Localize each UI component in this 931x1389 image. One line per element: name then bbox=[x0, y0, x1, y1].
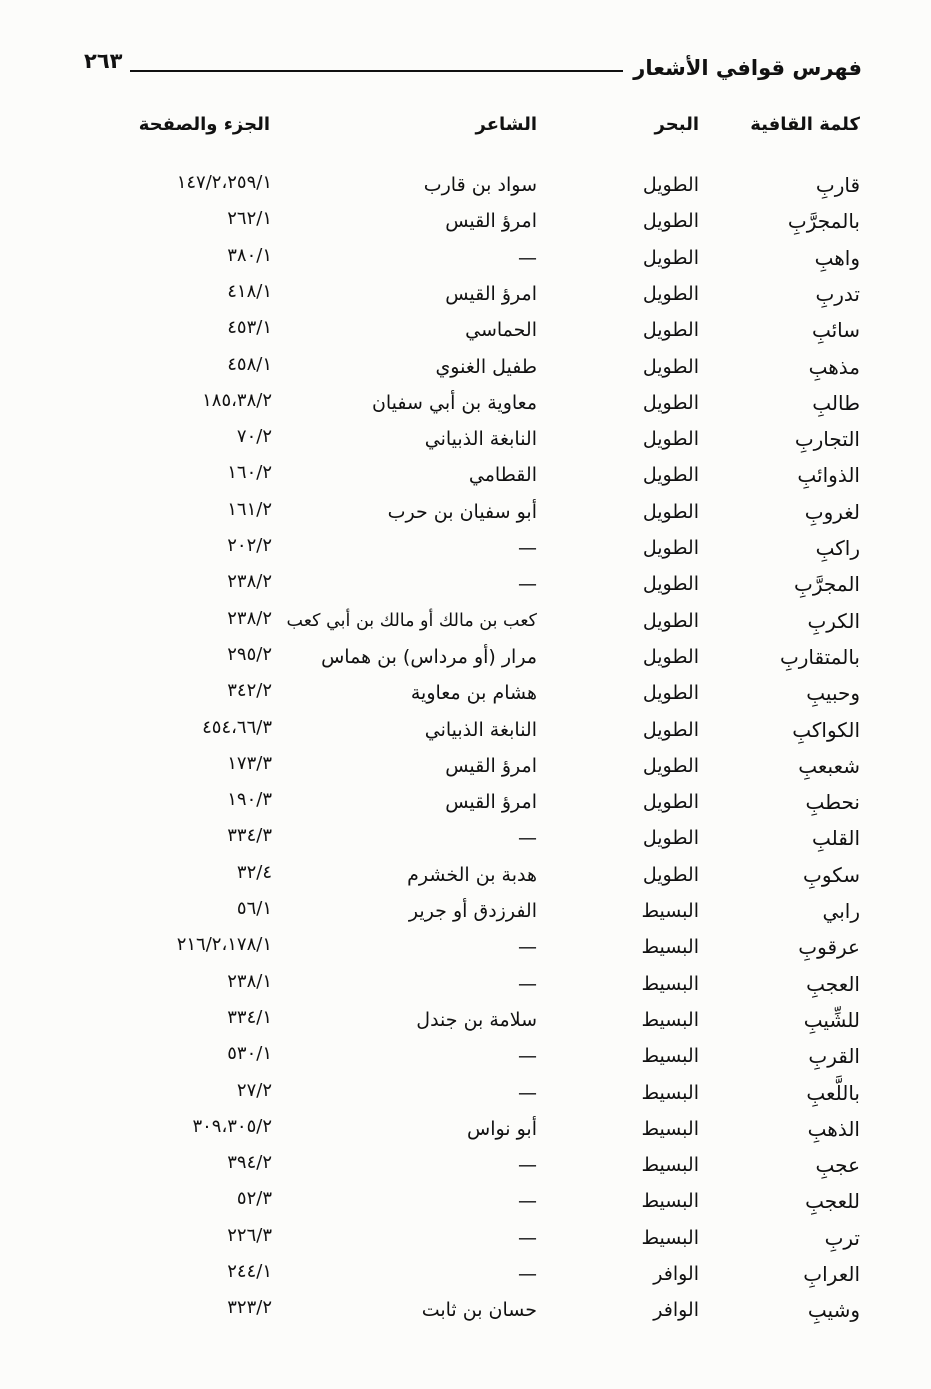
table-row bbox=[0, 642, 931, 672]
table-row bbox=[0, 243, 931, 273]
table-row bbox=[0, 678, 931, 708]
poet-name: — bbox=[518, 972, 537, 995]
poet-name: سواد بن قارب bbox=[423, 174, 537, 196]
column-header-rhyme: كلمة القافية bbox=[750, 114, 860, 135]
meter: الطويل bbox=[642, 246, 699, 269]
meter: الطويل bbox=[642, 428, 699, 451]
column-header-volume-page: الجزء والصفحة bbox=[138, 114, 270, 135]
poet-name: مرار (أو مرداس) بن هماس bbox=[321, 645, 537, 668]
volume-page: ٢٩٥/٢ bbox=[227, 643, 272, 665]
table-row bbox=[0, 424, 931, 454]
poet-name: الحماسي bbox=[465, 319, 537, 342]
table-row bbox=[0, 932, 931, 962]
poet-name: — bbox=[518, 537, 537, 559]
poet-name: — bbox=[518, 827, 537, 850]
poet-name: امرؤ القيس bbox=[445, 754, 537, 777]
meter: الوافر bbox=[653, 1263, 699, 1285]
rhyme-word: راكبِ bbox=[815, 536, 860, 560]
table-row bbox=[0, 460, 931, 490]
poet-name: هدبة بن الخشرم bbox=[407, 863, 537, 886]
volume-page: ١٦١/٢ bbox=[227, 498, 272, 520]
meter: الطويل bbox=[642, 464, 699, 487]
poet-name: — bbox=[518, 1081, 537, 1104]
meter: الطويل bbox=[642, 645, 699, 668]
table-row bbox=[0, 315, 931, 345]
rhyme-word: رابي bbox=[822, 899, 860, 923]
rhyme-word: القربِ bbox=[808, 1044, 860, 1069]
volume-page: ٢٦٢/١ bbox=[227, 208, 272, 230]
rhyme-word: مذهبِ bbox=[808, 354, 860, 379]
rhyme-word: تربِ bbox=[824, 1225, 860, 1250]
poet-name: معاوية بن أبي سفيان bbox=[371, 391, 537, 414]
meter: الطويل bbox=[642, 827, 699, 850]
table-row bbox=[0, 606, 931, 636]
poet-name: — bbox=[518, 936, 537, 959]
poet-name: الفرزدق أو جرير bbox=[408, 900, 537, 922]
poet-name: — bbox=[518, 1190, 537, 1213]
poet-name: — bbox=[518, 1154, 537, 1177]
poet-name: — bbox=[518, 1263, 537, 1285]
table-row bbox=[0, 1223, 931, 1253]
rhyme-word: للشِّيبِ bbox=[803, 1007, 860, 1032]
rhyme-word: القلبِ bbox=[811, 826, 860, 851]
table-row bbox=[0, 569, 931, 599]
rhyme-word: سكوبِ bbox=[803, 862, 860, 887]
rhyme-word: المجرَّبِ bbox=[794, 572, 860, 597]
column-header-poet: الشاعر bbox=[475, 114, 537, 135]
volume-page: ٢٣٨/٢ bbox=[227, 607, 272, 629]
volume-page: ٣٩٤/٢ bbox=[227, 1152, 272, 1174]
table-row bbox=[0, 787, 931, 817]
volume-page: ٤٥٣/١ bbox=[227, 317, 272, 339]
rhyme-word: شعبعبِ bbox=[798, 753, 860, 778]
volume-page: ١٤٧/٢،٢٥٩/١ bbox=[176, 172, 272, 193]
table-row bbox=[0, 497, 931, 527]
table-row bbox=[0, 1005, 931, 1035]
table-row bbox=[0, 1150, 931, 1180]
meter: الطويل bbox=[642, 319, 699, 342]
table-row bbox=[0, 1295, 931, 1325]
poet-name: سلامة بن جندل bbox=[416, 1008, 537, 1031]
rhyme-word: العجبِ bbox=[806, 971, 860, 996]
volume-page: ١٩٠/٣ bbox=[227, 789, 272, 811]
meter: الطويل bbox=[642, 391, 699, 414]
poet-name: طفيل الغنوي bbox=[435, 355, 537, 378]
volume-page: ٥٣٠/١ bbox=[227, 1043, 272, 1065]
poet-name: كعب بن مالك أو مالك بن أبي كعب bbox=[286, 610, 537, 631]
meter: الطويل bbox=[642, 500, 699, 523]
rhyme-word: وحبيبِ bbox=[806, 681, 860, 706]
meter: البسيط bbox=[641, 1081, 699, 1104]
meter: البسيط bbox=[641, 1190, 699, 1213]
poet-name: حسان بن ثابت bbox=[421, 1299, 537, 1322]
volume-page: ٢٤٤/١ bbox=[227, 1261, 272, 1282]
rhyme-word: وشيبِ bbox=[807, 1298, 860, 1323]
volume-page: ٢٢٦/٣ bbox=[227, 1224, 272, 1246]
rhyme-word: الكواكبِ bbox=[792, 717, 860, 742]
volume-page: ٥٢/٣ bbox=[236, 1188, 272, 1210]
meter: الطويل bbox=[642, 210, 699, 233]
table-row bbox=[0, 1186, 931, 1216]
table-row bbox=[0, 352, 931, 382]
meter: الطويل bbox=[642, 174, 699, 196]
meter: البسيط bbox=[641, 1154, 699, 1177]
table-row bbox=[0, 751, 931, 781]
volume-page: ٤١٨/١ bbox=[227, 280, 272, 302]
volume-page: ١٧٣/٣ bbox=[227, 752, 272, 774]
table-row bbox=[0, 715, 931, 745]
rhyme-word: الذهبِ bbox=[807, 1116, 860, 1141]
poet-name: — bbox=[518, 573, 537, 596]
rhyme-word: عجبِ bbox=[815, 1153, 860, 1178]
poet-name: — bbox=[518, 1226, 537, 1249]
rhyme-word: نحطبِ bbox=[805, 790, 860, 815]
table-row bbox=[0, 206, 931, 236]
volume-page: ٣٢/٤ bbox=[236, 861, 272, 883]
poet-name: النابغة الذبياني bbox=[424, 428, 537, 451]
rhyme-word: واهبِ bbox=[814, 245, 860, 270]
volume-page: ٢٠٢/٢ bbox=[227, 535, 272, 556]
meter: الطويل bbox=[642, 609, 699, 632]
poet-name: القطامي bbox=[468, 464, 537, 487]
volume-page: ٢٣٨/١ bbox=[227, 970, 272, 992]
poet-name: امرؤ القيس bbox=[445, 791, 537, 814]
volume-page: ٤٥٤،٦٦/٣ bbox=[202, 716, 272, 738]
meter: الطويل bbox=[642, 791, 699, 814]
rhyme-word: قاربِ bbox=[815, 173, 860, 197]
table-row bbox=[0, 860, 931, 890]
volume-page: ٧٠/٢ bbox=[236, 426, 272, 448]
page-title: فهرس قوافي الأشعار bbox=[633, 56, 862, 80]
rhyme-word: سائبِ bbox=[811, 318, 860, 343]
volume-page: ٤٥٨/١ bbox=[227, 353, 272, 375]
poet-name: — bbox=[518, 246, 537, 269]
meter: البسيط bbox=[641, 936, 699, 959]
poet-name: امرؤ القيس bbox=[445, 210, 537, 233]
rhyme-word: تدربِ bbox=[815, 281, 860, 306]
table-row bbox=[0, 1259, 931, 1289]
volume-page: ٢٣٨/٢ bbox=[227, 571, 272, 593]
table-row bbox=[0, 1041, 931, 1071]
poet-name: النابغة الذبياني bbox=[424, 718, 537, 741]
rhyme-word: بالمجرَّبِ bbox=[787, 209, 860, 234]
meter: الطويل bbox=[642, 355, 699, 378]
meter: البسيط bbox=[641, 1008, 699, 1031]
volume-page: ١٨٥،٣٨/٢ bbox=[202, 389, 272, 411]
rhyme-word: لغروبِ bbox=[804, 499, 860, 524]
meter: الطويل bbox=[642, 537, 699, 559]
rhyme-word: عرقوبِ bbox=[798, 935, 860, 960]
meter: الطويل bbox=[642, 682, 699, 705]
volume-page: ٣٠٩،٣٠٥/٢ bbox=[192, 1115, 272, 1137]
meter: البسيط bbox=[641, 900, 699, 922]
volume-page: ٣٢٣/٢ bbox=[227, 1297, 272, 1319]
volume-page: ٣٣٤/٣ bbox=[227, 825, 272, 847]
table-row bbox=[0, 969, 931, 999]
rhyme-word: باللَّعبِ bbox=[806, 1080, 860, 1105]
poet-name: امرؤ القيس bbox=[445, 282, 537, 305]
column-header-meter: البحر bbox=[654, 114, 699, 135]
meter: البسيط bbox=[641, 1045, 699, 1068]
table-row bbox=[0, 1114, 931, 1144]
poet-name: — bbox=[518, 1045, 537, 1068]
meter: الوافر bbox=[653, 1299, 699, 1322]
meter: الطويل bbox=[642, 573, 699, 596]
poet-name: أبو سفيان بن حرب bbox=[387, 500, 537, 523]
rhyme-word: طالبِ bbox=[812, 390, 860, 415]
meter: البسيط bbox=[641, 1226, 699, 1249]
volume-page: ٣٨٠/١ bbox=[227, 244, 272, 266]
meter: البسيط bbox=[641, 972, 699, 995]
volume-page: ٥٦/١ bbox=[236, 898, 272, 919]
volume-page: ٢٧/٢ bbox=[236, 1079, 272, 1101]
volume-page: ٣٣٤/١ bbox=[227, 1006, 272, 1028]
meter: الطويل bbox=[642, 863, 699, 886]
meter: الطويل bbox=[642, 754, 699, 777]
volume-page: ٢١٦/٢،١٧٨/١ bbox=[176, 934, 272, 956]
table-row bbox=[0, 896, 931, 926]
meter: الطويل bbox=[642, 718, 699, 741]
table-row bbox=[0, 388, 931, 418]
volume-page: ١٦٠/٢ bbox=[227, 462, 272, 484]
rhyme-word: بالمتقاربِ bbox=[779, 644, 860, 669]
rhyme-word: للعجبِ bbox=[805, 1189, 860, 1214]
page-number: ٢٦٣ bbox=[84, 49, 123, 73]
table-row bbox=[0, 823, 931, 853]
table-row bbox=[0, 1078, 931, 1108]
poet-name: أبو نواس bbox=[467, 1117, 537, 1140]
meter: البسيط bbox=[641, 1117, 699, 1140]
rhyme-word: الكربِ bbox=[807, 608, 860, 633]
table-row bbox=[0, 279, 931, 309]
rhyme-word: العرابِ bbox=[803, 1262, 860, 1286]
poet-name: هشام بن معاوية bbox=[410, 682, 537, 705]
table-row bbox=[0, 170, 931, 200]
meter: الطويل bbox=[642, 282, 699, 305]
rhyme-word: التجاربِ bbox=[794, 427, 860, 452]
rhyme-word: الذوائبِ bbox=[797, 463, 860, 488]
volume-page: ٣٤٢/٢ bbox=[227, 680, 272, 702]
table-row bbox=[0, 533, 931, 563]
